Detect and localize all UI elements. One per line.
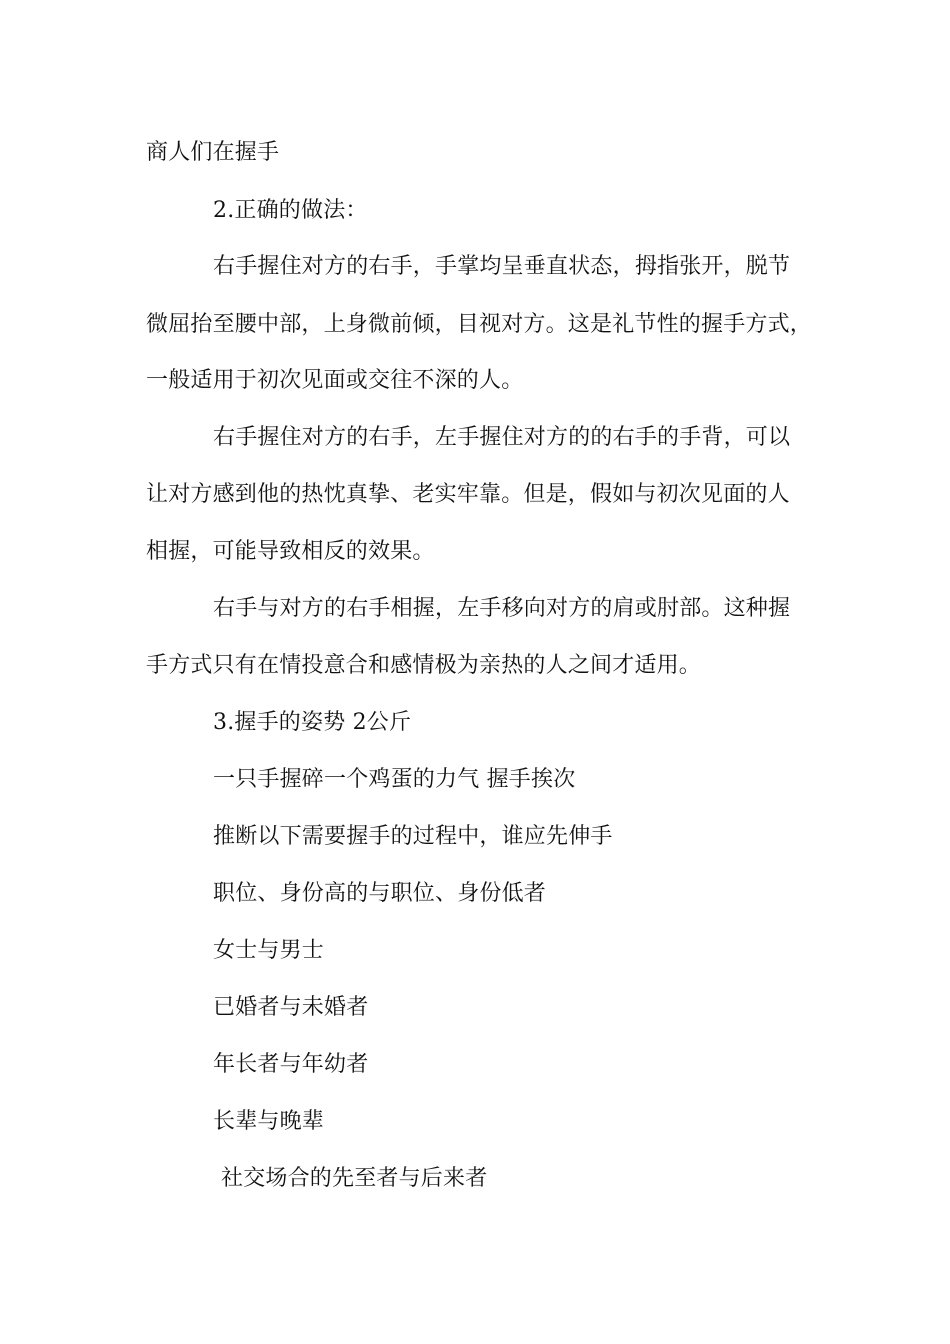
list-item-2: 推断以下需要握手的过程中，谁应先伸手 [213, 824, 613, 849]
paragraph-2-line-1: 右手握住对方的右手，左手握住对方的的右手的手背，可以 [213, 425, 791, 450]
list-item-6: 年长者与年幼者 [213, 1052, 369, 1077]
paragraph-2-line-3: 相握，可能导致相反的效果。 [146, 539, 435, 564]
paragraph-1-line-2: 微屈抬至腰中部，上身微前倾，目视对方。这是礼节性的握手方式， [146, 312, 813, 337]
section-heading-3: 3.握手的姿势 2公斤 [213, 710, 412, 735]
paragraph-2-line-2: 让对方感到他的热忱真挚、老实牢靠。但是，假如与初次见面的人 [146, 482, 790, 507]
list-item-1: 一只手握碎一个鸡蛋的力气 握手挨次 [213, 767, 576, 792]
text-line-1: 商人们在握手 [146, 140, 280, 165]
paragraph-1-line-1: 右手握住对方的右手，手掌均呈垂直状态，拇指张开，脱节 [213, 254, 791, 279]
section-heading-2: 2.正确的做法： [213, 198, 368, 223]
paragraph-3-line-1: 右手与对方的右手相握，左手移向对方的肩或肘部。这种握 [213, 596, 791, 621]
list-item-7: 长辈与晚辈 [213, 1109, 325, 1134]
paragraph-3-line-2: 手方式只有在情投意合和感情极为亲热的人之间才适用。 [146, 653, 702, 678]
list-item-4: 女士与男士 [213, 938, 325, 963]
list-item-8: 社交场合的先至者与后来者 [221, 1166, 488, 1191]
list-item-3: 职位、身份高的与职位、身份低者 [213, 881, 547, 906]
paragraph-1-line-3: 一般适用于初次见面或交往不深的人。 [146, 368, 524, 393]
list-item-5: 已婚者与未婚者 [213, 995, 369, 1020]
